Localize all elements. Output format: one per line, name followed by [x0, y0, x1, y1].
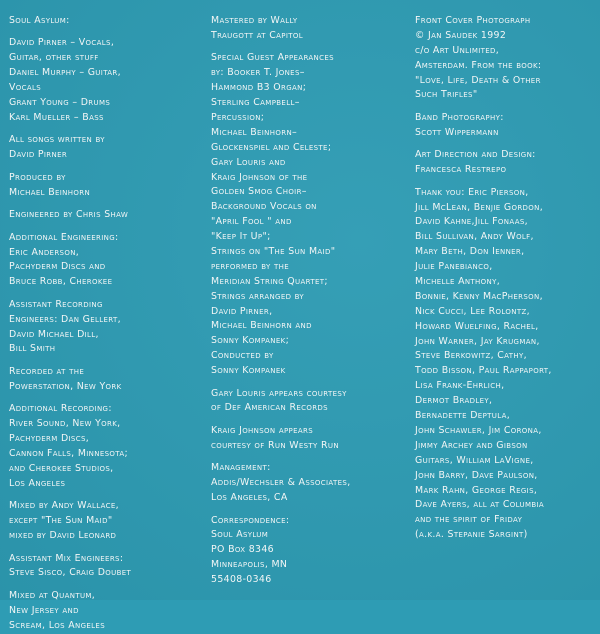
credit-line: Strings arranged by — [211, 290, 305, 302]
credit-line: Vocals — [9, 82, 42, 94]
credit-line: Bernadette Deptula, — [415, 410, 511, 422]
credit-line: courtesy of Run Westy Run — [211, 439, 339, 451]
credit-line: Glockenspiel and Celeste; — [211, 141, 332, 153]
credit-line: Howard Wuelfing, Rachel, — [415, 320, 539, 332]
credit-line: Soul Asylum — [211, 529, 269, 541]
credit-line: Lisa Frank-Ehrlich, — [415, 380, 505, 392]
credit-line: Percussion; — [211, 111, 265, 123]
credit-line: Sterling Campbell– — [211, 97, 300, 109]
credit-line: Los Angeles, CA — [211, 492, 288, 504]
credit-line: "Keep It Up"; — [211, 231, 271, 243]
credit-line: Todd Bisson, Paul Rappaport, — [415, 365, 552, 377]
credit-line: Produced by — [9, 171, 66, 183]
credit-line: Conducted by — [211, 350, 274, 362]
paragraph-gap — [9, 395, 199, 403]
credit-line: John Schawler, Jim Corona, — [415, 424, 542, 436]
credit-line: Bill Sullivan, Andy Wolf, — [415, 231, 534, 243]
credit-line: Michael Beinhorn– — [211, 126, 298, 138]
column-left — [9, 14, 199, 634]
paragraph-gap — [9, 581, 199, 589]
credit-line: Minneapolis, MN — [211, 559, 288, 571]
credit-line: Soul Asylum: — [9, 15, 70, 26]
paragraph-gap — [9, 201, 199, 209]
credit-line: Steve Berkowitz, Cathy, — [415, 350, 527, 362]
credit-line: Jimmy Archey and Gibson — [415, 439, 528, 451]
credit-line: Michael Beinhorn and — [211, 320, 312, 332]
credit-line: mixed by David Leonard — [9, 530, 117, 542]
credit-line: Powerstation, New York — [9, 380, 122, 392]
paragraph-gap — [9, 492, 199, 500]
credit-line: Francesca Restrepo — [415, 164, 507, 176]
credit-line: Dermot Bradley, — [415, 395, 493, 407]
credit-line: Assistant Mix Engineers: — [9, 552, 124, 564]
credit-line: PO Box 8346 — [211, 544, 274, 556]
credit-line: Special Guest Appearances — [211, 52, 334, 64]
credit-line: Cannon Falls, Minnesota; — [9, 448, 128, 460]
paragraph-gap — [9, 290, 199, 298]
credit-line: Kraig Johnson appears — [211, 424, 314, 436]
credit-line: New Jersey and — [9, 604, 79, 616]
credit-line: Additional Engineering: — [9, 231, 119, 243]
credit-line: and the spirit of Friday — [415, 514, 523, 526]
credit-line: by: Booker T. Jones– — [211, 67, 305, 79]
credit-line: Scott Wippermann — [415, 126, 499, 138]
credit-line: Art Direction and Design: — [415, 149, 536, 161]
credit-line: Sonny Kompanek; — [211, 335, 290, 347]
credit-line: Background Vocals on — [211, 201, 317, 213]
credit-line: Mixed at Quantum, — [9, 589, 96, 601]
credit-line: Golden Smog Choir– — [211, 186, 307, 198]
credit-line: Grant Young – Drums — [9, 97, 111, 109]
credit-line: of Def American Records — [211, 402, 328, 414]
credit-line: Bonnie, Kenny MacPherson, — [415, 290, 543, 302]
credit-line: Amsterdam. From the book: — [415, 59, 542, 71]
paragraph-gap — [415, 141, 595, 149]
paragraph-gap — [211, 379, 401, 387]
paragraph-gap — [211, 44, 401, 52]
credit-line: Mastered by Wally — [211, 15, 298, 26]
credit-line: Kraig Johnson of the — [211, 171, 308, 183]
credit-line: Front Cover Photograph — [415, 15, 531, 26]
credit-line: Recorded at the — [9, 365, 85, 377]
credit-line: Michael Beinhorn — [9, 186, 91, 198]
credit-line: John Barry, Dave Paulson, — [415, 469, 538, 481]
credit-line: Los Angeles — [9, 477, 66, 489]
credit-line: Daniel Murphy – Guitar, — [9, 67, 121, 79]
credit-line: River Sound, New York, — [9, 418, 121, 430]
credit-line: c/o Art Unlimited, — [415, 44, 500, 56]
credit-line: "April Fool " and — [211, 216, 292, 228]
column-right — [415, 14, 595, 543]
paragraph-gap — [9, 357, 199, 365]
credit-line: David Pirner — [9, 149, 68, 161]
paragraph-gap — [211, 454, 401, 462]
credit-line: 55408-0346 — [211, 574, 272, 586]
credit-line: Traugott at Capitol — [211, 29, 304, 41]
credit-line: Mary Beth, Don Ienner, — [415, 246, 525, 258]
credit-line: Gary Louris and — [211, 156, 286, 168]
credit-line: All songs written by — [9, 134, 105, 146]
credit-line: David Pirner – Vocals, — [9, 37, 115, 49]
credit-line: Engineered by Chris Shaw — [9, 209, 129, 221]
credit-line: Bruce Robb, Cherokee — [9, 276, 113, 288]
credit-line: Pachyderm Discs, — [9, 433, 90, 445]
credit-line: Mark Rahn, George Regis, — [415, 484, 538, 496]
paragraph-gap — [211, 506, 401, 514]
credit-line: Jill McLean, Benjie Gordon, — [415, 201, 544, 213]
paragraph-gap — [9, 29, 199, 37]
credit-line: Pachyderm Discs and — [9, 261, 106, 273]
credit-line: Correspondence: — [211, 514, 290, 526]
credit-line: Guitars, William LaVigne, — [415, 454, 534, 466]
paragraph-gap — [415, 103, 595, 111]
credit-line: Strings on "The Sun Maid" — [211, 245, 336, 257]
credit-line: Bill Smith — [9, 343, 56, 355]
credit-line: Sonny Kompanek — [211, 365, 286, 377]
credit-line: Additional Recording: — [9, 403, 112, 415]
credit-line: David Michael Dill, — [9, 328, 99, 340]
credit-line: "Love, Life, Death & Other — [415, 74, 541, 86]
credit-line: Nick Cucci, Lee Rolontz, — [415, 305, 530, 317]
credit-line: Such Trifles" — [415, 89, 478, 101]
credit-line: and Cherokee Studios, — [9, 462, 114, 474]
credit-line: Mixed by Andy Wallace, — [9, 500, 120, 512]
paragraph-gap — [9, 544, 199, 552]
paragraph-gap — [9, 163, 199, 171]
credit-line: Meridian String Quartet; — [211, 275, 328, 287]
credit-line: Engineers: Dan Gellert, — [9, 313, 121, 325]
credit-line: (a.k.a. Stepanie Sargint) — [415, 529, 528, 541]
credit-line: David Kahne,Jill Fonaas, — [415, 216, 528, 228]
credit-line: Guitar, other stuff — [9, 52, 99, 64]
credit-line: Karl Mueller – Bass — [9, 111, 104, 123]
credit-line: Eric Anderson, — [9, 246, 80, 258]
column-middle — [211, 14, 401, 588]
credit-line: Scream, Los Angeles — [9, 619, 105, 631]
paragraph-gap — [9, 126, 199, 134]
credit-line: Steve Sisco, Craig Doubet — [9, 567, 132, 579]
credit-line: Addis/Wechsler & Associates, — [211, 477, 351, 489]
credit-line: performed by the — [211, 260, 289, 272]
credit-line: © Jan Saudek 1992 — [415, 29, 507, 41]
credit-line: Julie Panebianco, — [415, 261, 493, 273]
credit-line: John Warner, Jay Krugman, — [415, 335, 540, 347]
credit-line: Thank you: Eric Pierson, — [415, 186, 529, 198]
paragraph-gap — [415, 178, 595, 186]
credit-line: Assistant Recording — [9, 298, 103, 310]
credit-line: David Pirner, — [211, 305, 273, 317]
credit-line: except "The Sun Maid" — [9, 515, 113, 527]
credit-line: Management: — [211, 462, 271, 474]
credit-line: Gary Louris appears courtesy — [211, 387, 347, 399]
paragraph-gap — [9, 223, 199, 231]
paragraph-gap — [211, 416, 401, 424]
credit-line: Dave Ayers, all at Columbia — [415, 499, 545, 511]
credit-line: Michelle Anthony, — [415, 276, 501, 288]
credit-line: Band Photography: — [415, 111, 504, 123]
credit-line: Hammond B3 Organ; — [211, 82, 307, 94]
